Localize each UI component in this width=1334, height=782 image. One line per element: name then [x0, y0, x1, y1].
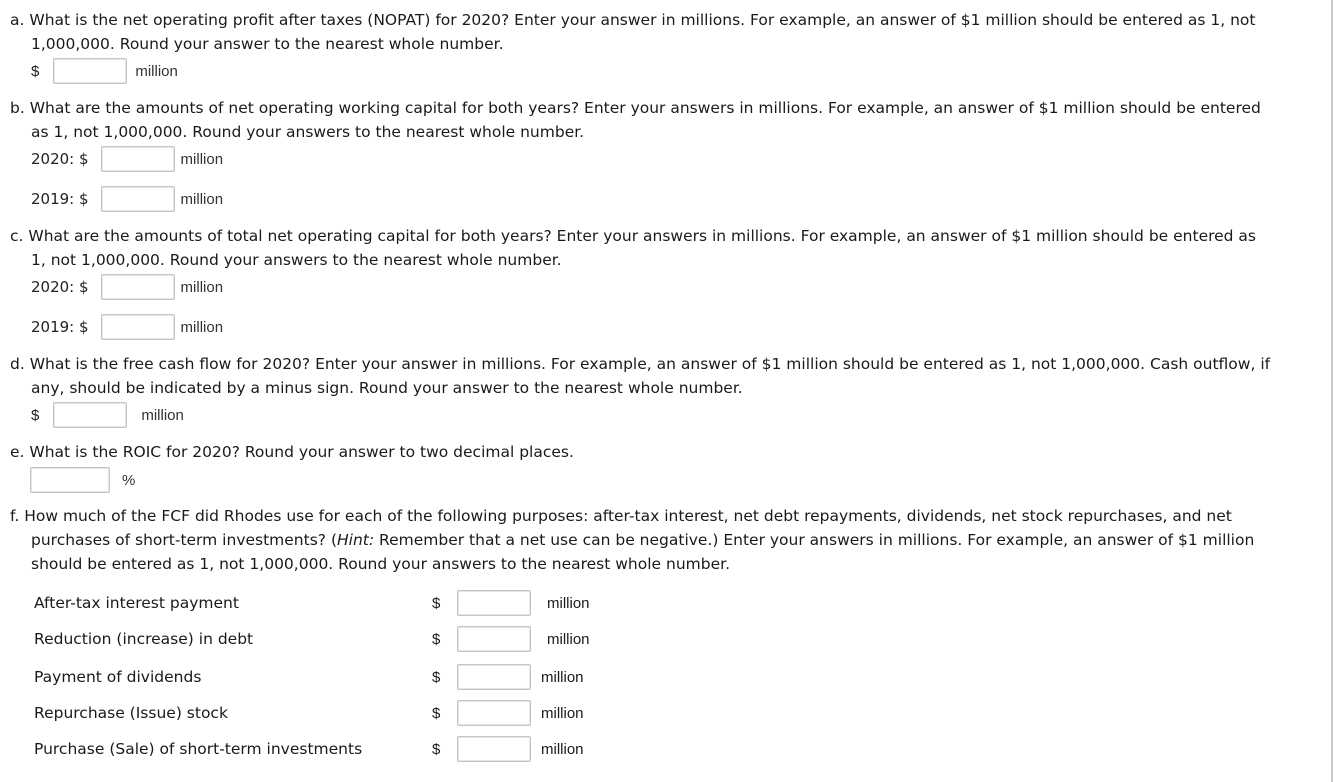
question-a — [10, 8, 1322, 56]
row-label: Purchase (Sale) of short-term investments — [34, 740, 363, 758]
year-label: 2020: $ — [31, 278, 89, 296]
hint-label: Hint: — [337, 531, 375, 549]
dividends-input[interactable] — [457, 664, 531, 690]
question-c-text-line2: 1, not 1,000,000. Round your answers to the nearest whole number. — [31, 251, 562, 269]
currency-symbol: $ — [432, 741, 441, 758]
row-label: Payment of dividends — [34, 668, 202, 686]
fcf-use-row-stock — [34, 701, 634, 731]
currency-symbol: $ — [432, 669, 441, 686]
question-f-text-line2a: purchases of short-term investments? ( — [31, 531, 337, 549]
currency-symbol: $ — [432, 595, 441, 612]
total-capital-2019-input[interactable] — [101, 314, 175, 340]
answer-c-2019-row — [31, 313, 223, 341]
question-c — [10, 224, 1322, 272]
currency-symbol: $ — [31, 62, 40, 80]
question-c-text-line1: What are the amounts of total net operating capital for both years? Enter your answers in millions. For example, an answer of $1 million should be entered as — [28, 227, 1257, 245]
unit-label: million — [541, 741, 584, 758]
unit-label: million — [180, 190, 224, 208]
question-d-text-line1: What is the free cash flow for 2020? Enter your answer in millions. For example, an answer of $1 million should be entered as 1, not 1,000,000. Cash outflow, if — [29, 355, 1271, 373]
roic-input[interactable] — [30, 467, 110, 493]
unit-label: million — [541, 669, 584, 686]
row-label: Repurchase (Issue) stock — [34, 704, 228, 722]
question-d — [10, 352, 1322, 400]
currency-symbol: $ — [31, 406, 40, 424]
year-label: 2019: $ — [31, 318, 89, 336]
short-term-investments-input[interactable] — [457, 736, 531, 762]
answer-d-row — [31, 401, 184, 429]
row-label: Reduction (increase) in debt — [34, 630, 254, 648]
answer-b-2019-row — [31, 185, 223, 213]
currency-symbol: $ — [432, 705, 441, 722]
question-f-text-line2 — [10, 528, 1322, 552]
unit-label: million — [180, 318, 224, 336]
unit-label: million — [547, 631, 590, 648]
unit-label: million — [547, 595, 590, 612]
question-d-label: d. — [10, 355, 25, 373]
question-a-text-line2: 1,000,000. Round your answer to the nearest whole number. — [31, 35, 504, 53]
after-tax-interest-input[interactable] — [457, 590, 531, 616]
currency-symbol: $ — [432, 631, 441, 648]
fcf-use-row-debt — [34, 627, 634, 657]
question-f-text-line3: should be entered as 1, not 1,000,000. Round your answers to the nearest whole number. — [31, 555, 730, 573]
fcf-use-row-interest — [34, 591, 634, 621]
question-f — [10, 504, 1322, 576]
unit-label: million — [141, 406, 184, 424]
question-b-text-line2: as 1, not 1,000,000. Round your answers to the nearest whole number. — [31, 123, 585, 141]
fcf-input[interactable] — [53, 402, 127, 428]
question-e-text-line1: What is the ROIC for 2020? Round your answer to two decimal places. — [29, 443, 574, 461]
question-a-label: a. — [10, 11, 25, 29]
question-d-text-line2: any, should be indicated by a minus sign. Round your answer to the nearest whole number. — [31, 379, 743, 397]
nowc-2019-input[interactable] — [101, 186, 175, 212]
nopat-input[interactable] — [53, 58, 127, 84]
answer-a-row — [31, 57, 178, 85]
stock-repurchase-input[interactable] — [457, 700, 531, 726]
year-label: 2020: $ — [31, 150, 89, 168]
question-e — [10, 440, 1322, 464]
question-f-text-line1: How much of the FCF did Rhodes use for each of the following purposes: after-tax interest, net debt repayments, dividends, net stock repurchases, and net — [24, 507, 1232, 525]
answer-c-2020-row — [31, 273, 223, 301]
question-f-label: f. — [10, 507, 20, 525]
debt-reduction-input[interactable] — [457, 626, 531, 652]
row-label: After-tax interest payment — [34, 594, 239, 612]
question-e-label: e. — [10, 443, 25, 461]
fcf-use-row-investments — [34, 737, 634, 767]
answer-e-row — [30, 466, 135, 494]
nowc-2020-input[interactable] — [101, 146, 175, 172]
question-b — [10, 96, 1322, 144]
percent-label: % — [122, 471, 136, 489]
question-b-text-line1: What are the amounts of net operating working capital for both years? Enter your answers in millions. For example, an answer of $1 million should be entered — [29, 99, 1261, 117]
question-b-label: b. — [10, 99, 25, 117]
unit-label: million — [541, 705, 584, 722]
unit-label: million — [180, 278, 224, 296]
total-capital-2020-input[interactable] — [101, 274, 175, 300]
unit-label: million — [135, 62, 178, 80]
question-a-text-line1: What is the net operating profit after taxes (NOPAT) for 2020? Enter your answer in millions. For example, an answer of $1 million should be entered as 1, not — [29, 11, 1256, 29]
answer-b-2020-row — [31, 145, 223, 173]
unit-label: million — [180, 150, 224, 168]
right-edge-divider — [1331, 0, 1333, 782]
question-c-label: c. — [10, 227, 24, 245]
question-f-text-line2b: Remember that a net use can be negative.) Enter your answers in millions. For example, an answer of $1 million — [374, 531, 1255, 549]
fcf-use-row-dividends — [34, 665, 634, 695]
year-label: 2019: $ — [31, 190, 89, 208]
